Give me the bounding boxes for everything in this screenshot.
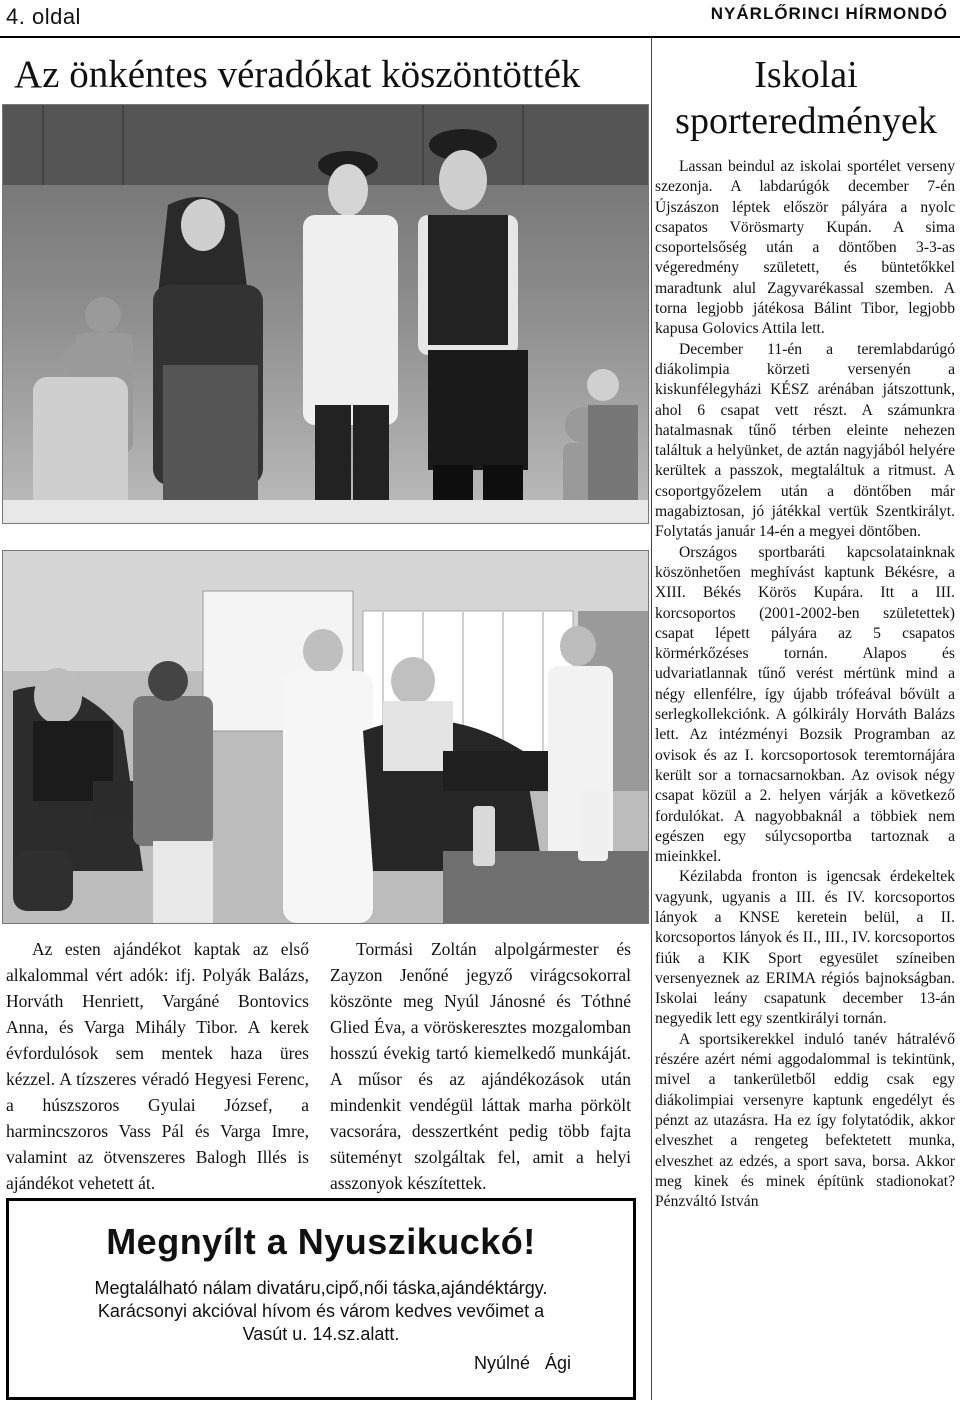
paragraph: Országos sportbaráti kapcsolatainknak köszönhetően meghívást kaptunk Békésre, a XIII. Békés Körös Kupára. Itt a III. korcsoportos (2001-2002-ben születettek) csapat lépett pályára az 5 csapatos körmérkőzéses tornán. Alapos és udvariatlannak tűnő verést mértünk mind a négy ellenfélre, így újabb trófeával bővült a serlegkollekciónk. A gólkirály Horváth Balázs lett. Az intézményi Bozsik Programban az ovisok és az I. korcsoportosok teremtornájára került sor a tornacsarnokban. Az ovisok négy csapat közül a 2. helyen várják a következő fordulókat. A nagyobbaknál a többiek nem egészen egy súlycsoportba tartoznak a mieinkkel. <box>655 543 955 866</box>
side-article-body <box>655 157 955 1212</box>
paragraph: Kézilabda fronton is igencsak érdekeltek vagyunk, ugyanis a III. és IV. korcsoportos lányok a KNSE keretein belül, a II. korcsoportos lányok és II., III., IV. korcsoportos fiúk a KIK Sport egyesület színeiben versenyeznek az ERIMA régiós bajnokságban. Iskolai leány csapatunk december 13-án negyedik lett egy szentkirályi tornán. <box>655 868 955 1028</box>
paragraph: Lassan beindul az iskolai sportélet verseny szezonja. A labdarúgók december 7-én Újszászon léptek először pályára a nyolc csapatos Vörösmarty Kupán. A sima csoportelsőség után a döntőben 3-3-as végeredmény született, és büntetőkkel maradtunk alul Zagyvarékassal szemben. A torna legjobb játékosa Bálint Tibor, legjobb kapusa Golovics Attila lett. <box>655 158 955 338</box>
ad-title: Megnyílt a Nyuszikuckó! <box>106 1221 536 1262</box>
right-photo-caption <box>330 936 631 1196</box>
ad-line: Vasút u. 14.sz.alatt. <box>242 1324 400 1344</box>
article-headline: Az önkéntes véradókat köszöntötték <box>14 53 581 96</box>
blood-donation-photo <box>2 550 649 924</box>
performance-photo <box>2 104 649 524</box>
ad-text <box>9 1277 633 1346</box>
caption-text: Tormási Zoltán alpolgármester és Zayzon Jenőné jegyző virágcsokorral köszönte meg Nyúl Jánosné és Tóthné Glied Éva, a vöröskeresztes mozgalomban hosszú évekig tartó kiemelkedő munkáját. A műsor és az ajándékozások után mindenkit vendégül láttak marha pörkölt vacsorára, desszertként pedig több fajta süteményt szolgáltak fel, amit a helyi asszonyok készítettek. <box>330 939 631 1193</box>
page-number: 4. oldal <box>6 4 81 29</box>
side-article-title: Iskolai sporteredmények <box>675 54 937 142</box>
left-photo-caption <box>6 936 309 1196</box>
newspaper-masthead: NYÁRLŐRINCI HÍRMONDÓ <box>710 4 948 23</box>
paragraph: December 11-én a teremlabdarúgó diákolimpia körzeti versenyén a kiskunfélegyházi KÉSZ arénában játszottunk, ahol 6 csapat vett részt. A számunkra hatalmasnak tűnő térben eleinte nehezen találtuk a helyünket, de aztán nagyjából helyére kerültek a passzok, megtaláltuk a ritmust. A csoportgyőzelem után a döntőben már magabiztosan, jó játékkal vertük Szentkirályt. Folytatás január 14-én a megyei döntőben. <box>655 340 955 541</box>
caption-text: Az esten ajándékot kaptak az első alkalommal vért adók: ifj. Polyák Balázs, Horváth Henriett, Vargáné Bontovics Anna, és Varga Mihály Tibor. A kerek évfordulósok sem mentek haza üres kézzel. A tízszeres véradó Hegyesi Ferenc, a húszszoros Gyulai József, a harmincszoros Vass Pál és Varga Imre, valamint az ötvenszeres Balogh Illés is ajándékot vehetett át. <box>6 939 309 1193</box>
header-rule <box>0 36 960 38</box>
ad-signature: Nyúlné Ági <box>473 1353 571 1373</box>
column-divider <box>651 38 652 1400</box>
ad-line: Megtalálható nálam divatáru,cipő,női táska,ajándéktárgy. <box>94 1278 548 1298</box>
ad-line: Karácsonyi akcióval hívom és várom kedves vevőimet a <box>97 1301 545 1321</box>
paragraph: A sportsikerekkel induló tanév hátralévő részére azért némi aggodalommal is tekintünk, mivel a tankerületből eddig csak egy diákolimpiai versenyre kaptunk engedélyt és pénzt az utazásra. Ha ez így folytatódik, akkor elveszhet a rengeteg befektetett munka, elveszhet az edzés, a sport sava, borsa. Akkor meg kinek és minek építünk stadionokat? Pénzváltó István <box>655 1030 955 1211</box>
advertisement-box <box>6 1198 636 1400</box>
